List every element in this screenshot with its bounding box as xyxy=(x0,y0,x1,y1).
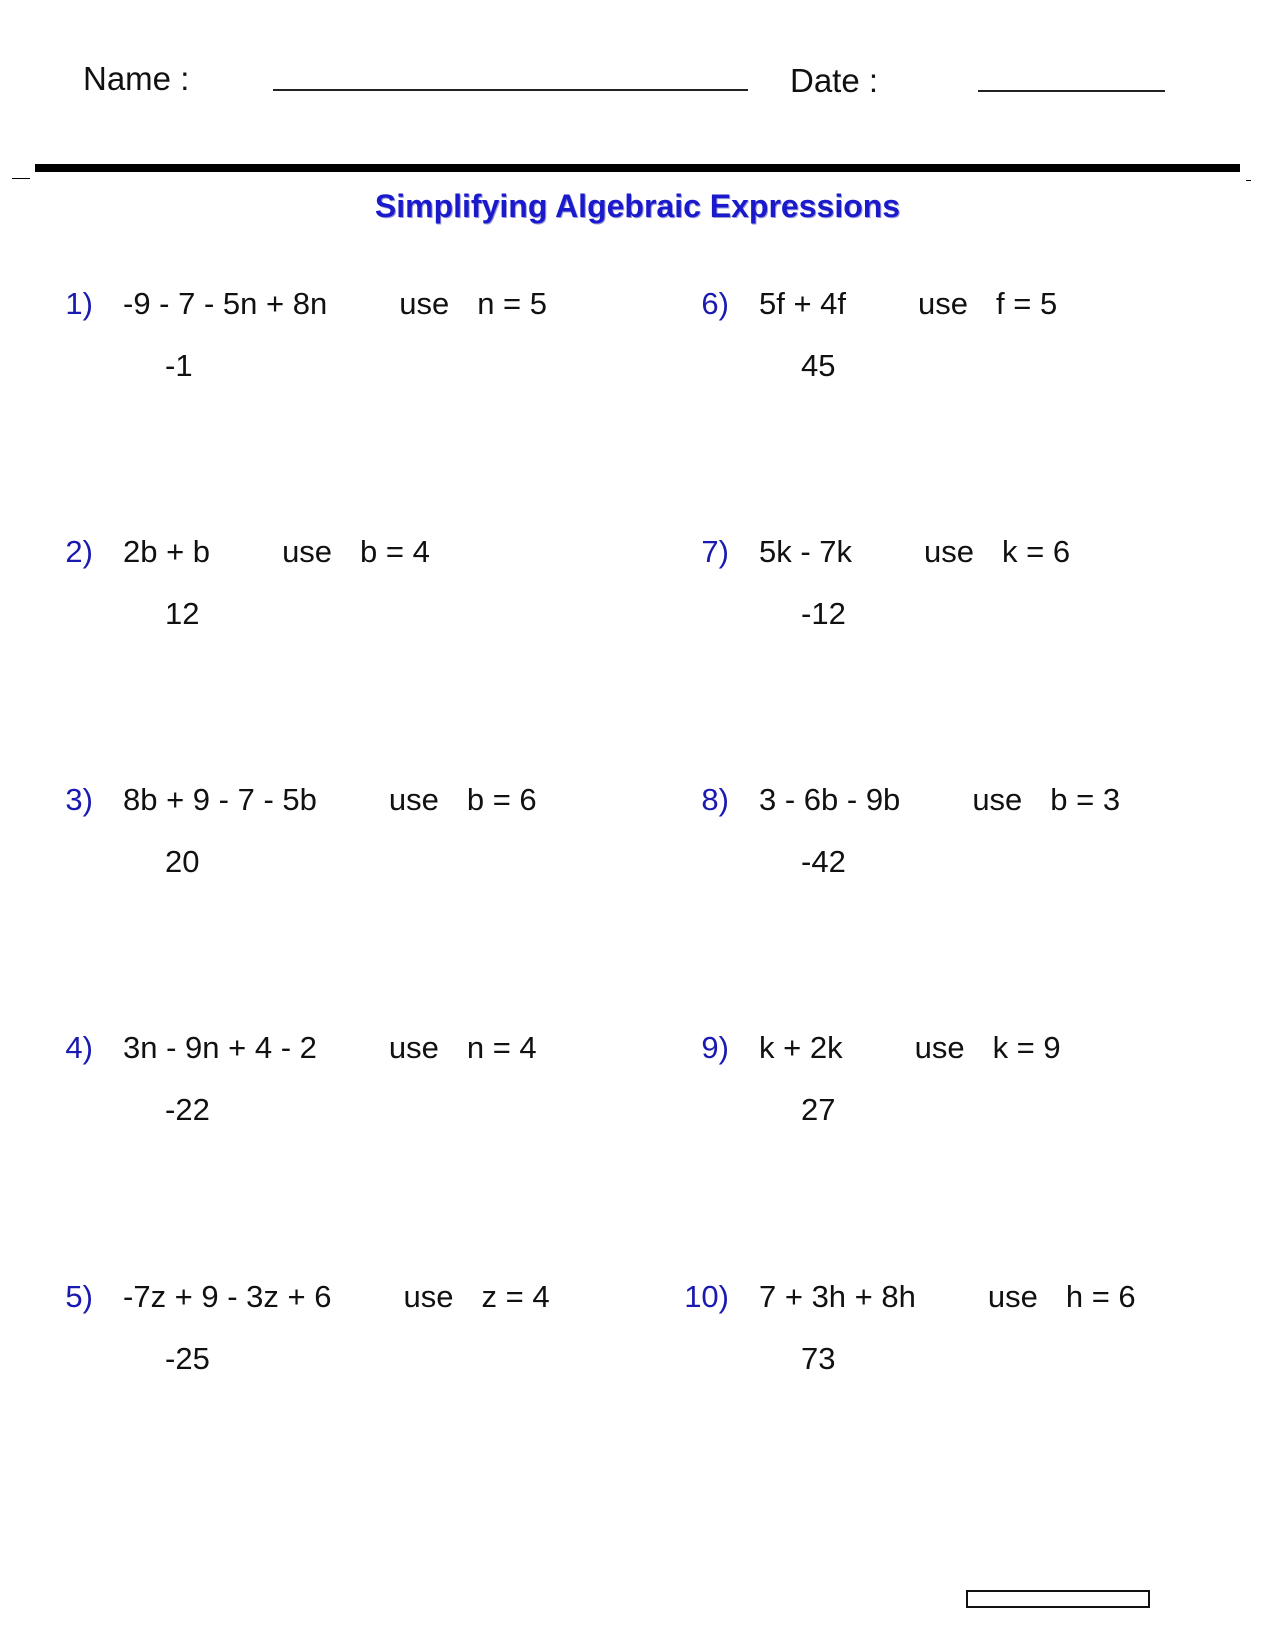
problem-2 xyxy=(0,536,600,666)
divider-left-tick xyxy=(12,178,30,179)
problem-expression-line xyxy=(123,1032,537,1063)
expression: 2b + b xyxy=(123,534,211,569)
name-blank-line[interactable] xyxy=(273,89,748,91)
problem-1 xyxy=(0,288,600,418)
problem-7 xyxy=(636,536,1236,666)
answer: 12 xyxy=(165,596,200,631)
problem-number: 1) xyxy=(65,286,93,321)
use-word: use xyxy=(918,286,969,321)
header-divider xyxy=(35,164,1240,172)
problem-expression-line xyxy=(759,288,1057,319)
score-box[interactable] xyxy=(966,1590,1150,1608)
answer: -12 xyxy=(801,596,846,631)
expression: 5k - 7k xyxy=(759,534,853,569)
substitution: n = 4 xyxy=(466,1030,537,1065)
problem-3 xyxy=(0,784,600,914)
problem-9 xyxy=(636,1032,1236,1162)
substitution: k = 6 xyxy=(1002,534,1071,569)
date-blank-line[interactable] xyxy=(978,90,1165,92)
problem-expression-line xyxy=(759,784,1120,815)
problem-expression-line xyxy=(123,1281,550,1312)
answer: 20 xyxy=(165,844,200,879)
use-word: use xyxy=(987,1279,1038,1314)
problem-number: 5) xyxy=(65,1279,93,1314)
expression: 3n - 9n + 4 - 2 xyxy=(123,1030,317,1065)
answer: -42 xyxy=(801,844,846,879)
substitution: b = 3 xyxy=(1050,782,1121,817)
expression: 7 + 3h + 8h xyxy=(759,1279,916,1314)
problem-8 xyxy=(636,784,1236,914)
expression: 3 - 6b - 9b xyxy=(759,782,901,817)
expression: 5f + 4f xyxy=(759,286,847,321)
answer: 27 xyxy=(801,1092,836,1127)
problem-number: 4) xyxy=(65,1030,93,1065)
name-label: Name : xyxy=(83,60,190,97)
use-word: use xyxy=(924,534,975,569)
use-word: use xyxy=(388,1030,439,1065)
problem-4 xyxy=(0,1032,600,1162)
divider-right-tick xyxy=(1246,180,1251,181)
problem-10 xyxy=(636,1281,1236,1411)
problem-expression-line xyxy=(123,784,537,815)
substitution: b = 6 xyxy=(466,782,537,817)
problem-number: 6) xyxy=(701,286,729,321)
answer: -22 xyxy=(165,1092,210,1127)
problem-6 xyxy=(636,288,1236,418)
answer: -1 xyxy=(165,348,193,383)
use-word: use xyxy=(282,534,333,569)
substitution: h = 6 xyxy=(1065,1279,1136,1314)
problem-expression-line xyxy=(759,1032,1061,1063)
answer: 45 xyxy=(801,348,836,383)
problem-expression-line xyxy=(759,1281,1136,1312)
answer: 73 xyxy=(801,1341,836,1376)
use-word: use xyxy=(399,286,450,321)
problem-expression-line xyxy=(123,288,547,319)
substitution: z = 4 xyxy=(481,1279,550,1314)
expression: -7z + 9 - 3z + 6 xyxy=(123,1279,332,1314)
problem-number: 2) xyxy=(65,534,93,569)
use-word: use xyxy=(914,1030,965,1065)
problem-number: 7) xyxy=(701,534,729,569)
expression: k + 2k xyxy=(759,1030,843,1065)
substitution: b = 4 xyxy=(360,534,430,569)
problem-expression-line xyxy=(123,536,430,567)
date-label: Date : xyxy=(790,62,879,99)
problem-5 xyxy=(0,1281,600,1411)
problem-number: 9) xyxy=(701,1030,729,1065)
use-word: use xyxy=(388,782,439,817)
problem-expression-line xyxy=(759,536,1070,567)
problem-number: 8) xyxy=(701,782,729,817)
substitution: f = 5 xyxy=(996,286,1058,321)
substitution: k = 9 xyxy=(992,1030,1061,1065)
worksheet-title: Simplifying Algebraic Expressions xyxy=(374,188,901,224)
answer: -25 xyxy=(165,1341,210,1376)
problem-number: 10) xyxy=(684,1279,729,1314)
problem-number: 3) xyxy=(65,782,93,817)
substitution: n = 5 xyxy=(477,286,547,321)
expression: 8b + 9 - 7 - 5b xyxy=(123,782,317,817)
expression: -9 - 7 - 5n + 8n xyxy=(123,286,328,321)
use-word: use xyxy=(403,1279,454,1314)
use-word: use xyxy=(972,782,1023,817)
